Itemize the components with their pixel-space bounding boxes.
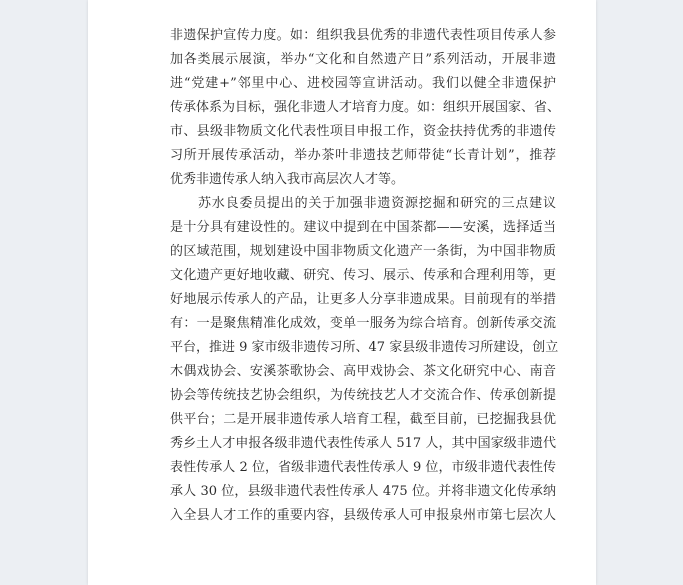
- text-line: 习所开展传承活动，举办茶叶非遗技艺师带徒“长青计划”，推荐: [170, 148, 556, 163]
- text-line: 非遗保护宣传力度。如：组织我县优秀的非遗代表性项目传承人参: [170, 28, 556, 43]
- body-text: [170, 24, 561, 528]
- text-line: 优秀非遗传承人纳入我市高层次人才等。: [170, 172, 405, 187]
- text-line: 平台，推进 9 家市级非遗传习所、47 家县级非遗传习所建设，创立: [170, 340, 559, 355]
- text-line: 文化遗产更好地收藏、研究、传习、展示、传承和合理利用等，更: [170, 268, 556, 283]
- text-line: 供平台；二是开展非遗传承人培育工程，截至目前，已挖掘我县优: [170, 412, 556, 427]
- text-line: 好地展示传承人的产品，让更多人分享非遗成果。目前现有的举措: [170, 292, 556, 307]
- text-line: 有：一是聚焦精准化成效，变单一服务为综合培育。创新传承交流: [170, 316, 556, 331]
- text-line: 的区域范围，规划建设中国非物质文化遗产一条街，为中国非物质: [170, 244, 556, 259]
- text-line: 市、县级非物质文化代表性项目申报工作，资金扶持优秀的非遗传: [170, 124, 556, 139]
- text-line: 承人 30 位，县级非遗代表性传承人 475 位。并将非遗文化传承纳: [170, 484, 556, 499]
- text-line: 进“党建+”邻里中心、进校园等宣讲活动。我们以健全非遗保护: [170, 76, 556, 91]
- text-line: 秀乡土人才申报各级非遗代表性传承人 517 人，其中国家级非遗代: [170, 436, 556, 451]
- text-line: 是十分具有建设性的。建议中提到在中国茶都——安溪，选择适当: [170, 220, 556, 235]
- text-line: 协会等传统技艺协会组织，为传统技艺人才交流合作、传承创新提: [170, 388, 556, 403]
- text-line: 加各类展示展演，举办“文化和自然遗产日”系列活动，开展非遗: [170, 52, 556, 67]
- text-line: 传承体系为目标，强化非遗人才培育力度。如：组织开展国家、省、: [170, 100, 561, 115]
- paragraph-first-line: 苏水良委员提出的关于加强非遗资源挖掘和研究的三点建议: [198, 196, 556, 211]
- text-line: 入全县人才工作的重要内容，县级传承人可申报泉州市第七层次人: [170, 508, 556, 523]
- document-page: [88, 0, 596, 585]
- text-line: 木偶戏协会、安溪茶歌协会、高甲戏协会、茶文化研究中心、南音: [170, 364, 556, 379]
- text-line: 表性传承人 2 位，省级非遗代表性传承人 9 位，市级非遗代表性传: [170, 460, 556, 475]
